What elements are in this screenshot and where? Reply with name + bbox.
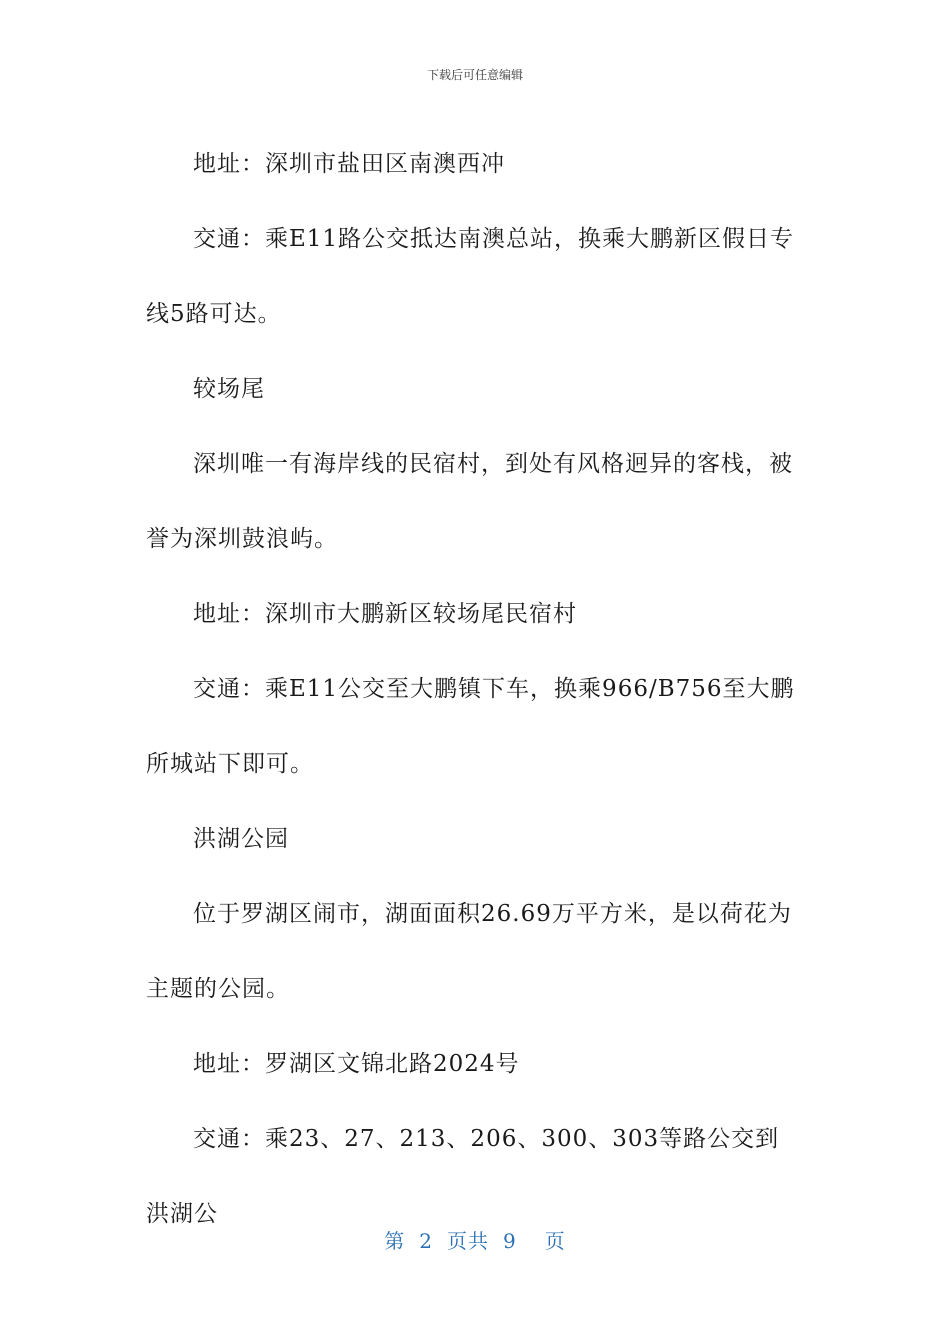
paragraph-address-honghu-park: 地址：罗湖区文锦北路2024号 [193, 1051, 520, 1077]
page-number: 2 [419, 1229, 433, 1253]
paragraph-description-jiaochangwei: 深圳唯一有海岸线的民宿村，到处有风格迥异的客栈，被誉为深圳鼓浪屿。 [146, 451, 793, 552]
paragraph-address-jiaochangwei: 地址：深圳市大鹏新区较场尾民宿村 [193, 601, 577, 627]
page-footer [0, 1225, 950, 1254]
paragraph-transport-xichong: 交通：乘E11路公交抵达南澳总站，换乘大鹏新区假日专线5路可达。 [146, 226, 795, 327]
page-label-middle: 页共 [447, 1229, 489, 1253]
paragraph-transport-jiaochangwei: 交通：乘E11公交至大鹏镇下车，换乘966/B756至大鹏所城站下即可。 [146, 676, 795, 777]
total-pages: 9 [503, 1229, 517, 1253]
paragraph-address-xichong: 地址：深圳市盐田区南澳西冲 [193, 151, 505, 177]
paragraph-description-honghu-park: 位于罗湖区闹市，湖面面积26.69万平方米，是以荷花为主题的公园。 [146, 901, 792, 1002]
page-label-prefix: 第 [384, 1229, 406, 1253]
document-body [146, 127, 802, 1252]
section-heading-jiaochangwei: 较场尾 [193, 376, 265, 402]
paragraph-transport-honghu-park: 交通：乘23、27、213、206、300、303等路公交到洪湖公 [146, 1126, 780, 1227]
section-heading-honghu-park: 洪湖公园 [193, 826, 289, 852]
page-label-suffix: 页 [544, 1229, 566, 1253]
download-note: 下载后可任意编辑 [426, 68, 523, 82]
